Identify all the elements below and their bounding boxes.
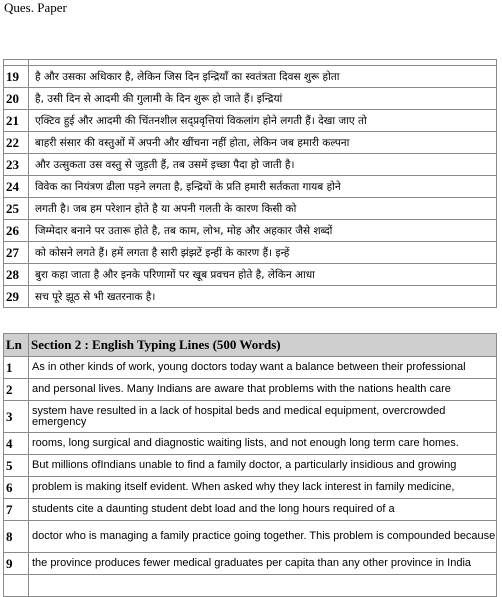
line-number: 22 bbox=[4, 132, 29, 154]
line-number: 4 bbox=[4, 433, 29, 455]
hindi-line-text: और उत्सुकता उस वस्तु से जुड़ती हैं, तब उसमें इच्छा पैदा हो जाती है। bbox=[29, 154, 497, 176]
table-row bbox=[4, 455, 497, 477]
hindi-line-text: को कोसने लगते हैं। हमें लगता है सारी झंझटें इन्हीं के कारण हैं। इन्हें bbox=[29, 242, 497, 264]
table-row bbox=[4, 433, 497, 455]
table-row bbox=[4, 357, 497, 379]
hindi-line-text: लगती है। जब हम परेशान होते है या अपनी गलती के कारण किसी को bbox=[29, 198, 497, 220]
page-header: Ques. Paper bbox=[4, 0, 67, 15]
hindi-line-text: एक्टिव हुई और आदमी की चिंतनशील सद्प्रवृत्तियां विकलांग होने लगती हैं। देखा जाए तो bbox=[29, 110, 497, 132]
line-number: 9 bbox=[4, 553, 29, 575]
line-number: 2 bbox=[4, 379, 29, 401]
english-line-text: But millions ofIndians unable to find a family doctor, a particularly insidious and growing bbox=[29, 455, 497, 477]
line-number: 19 bbox=[4, 66, 29, 88]
table-row-empty bbox=[4, 575, 497, 597]
line-number: 23 bbox=[4, 154, 29, 176]
line-number: 27 bbox=[4, 242, 29, 264]
line-number: 26 bbox=[4, 220, 29, 242]
english-table-header bbox=[4, 334, 497, 357]
english-line-text: the province produces fewer medical graduates per capita than any other province in India bbox=[29, 553, 497, 575]
table-row bbox=[4, 401, 497, 433]
english-line-text: system have resulted in a lack of hospital beds and medical equipment, overcrowded emergency bbox=[29, 401, 497, 433]
table-row bbox=[4, 132, 497, 154]
line-number: 21 bbox=[4, 110, 29, 132]
english-line-text: problem is making itself evident. When asked why they lack interest in family medicine, bbox=[29, 477, 497, 499]
line-number: 7 bbox=[4, 499, 29, 521]
table-row bbox=[4, 220, 497, 242]
english-line-text: students cite a daunting student debt load and the long hours required of a bbox=[29, 499, 497, 521]
hindi-line-text: है और उसका अधिकार है, लेकिन जिस दिन इन्द्रियाँ का स्वतंत्रता दिवस शुरू होता bbox=[29, 66, 497, 88]
hindi-line-text: बाहरी संसार की वस्तुओं में अपनी और खींचना नहीं होता, लेकिन जब हमारी कल्पना bbox=[29, 132, 497, 154]
hindi-line-text: सच पूरे झूठ से भी खतरनाक है। bbox=[29, 286, 497, 308]
table-row bbox=[4, 286, 497, 308]
table-row bbox=[4, 66, 497, 88]
table-row bbox=[4, 198, 497, 220]
table-row bbox=[4, 521, 497, 553]
table-row bbox=[4, 88, 497, 110]
english-line-text: doctor who is managing a family practice going together. This problem is compounded because bbox=[29, 521, 497, 553]
hindi-line-text: बुरा कहा जाता है और इनके परिणामों पर खूब प्रवचन होते है, लेकिन आधा bbox=[29, 264, 497, 286]
section-title-header: Section 2 : English Typing Lines (500 Words) bbox=[29, 334, 497, 357]
table-row bbox=[4, 242, 497, 264]
table-row bbox=[4, 176, 497, 198]
line-number: 29 bbox=[4, 286, 29, 308]
hindi-typing-table bbox=[3, 59, 497, 308]
english-line-text: As in other kinds of work, young doctors today want a balance between their professional bbox=[29, 357, 497, 379]
table-row bbox=[4, 379, 497, 401]
english-line-text: rooms, long surgical and diagnostic waiting lists, and not enough long term care homes. bbox=[29, 433, 497, 455]
english-typing-table bbox=[3, 333, 497, 597]
table-row bbox=[4, 154, 497, 176]
table-row bbox=[4, 499, 497, 521]
table-row bbox=[4, 477, 497, 499]
line-number: 8 bbox=[4, 521, 29, 553]
line-number: 3 bbox=[4, 401, 29, 433]
hindi-line-text: जिम्मेदार बनाने पर उतारू होते है, तब काम, लोभ, मोह और अहकार जैसे शब्दों bbox=[29, 220, 497, 242]
line-number: 24 bbox=[4, 176, 29, 198]
table-row bbox=[4, 264, 497, 286]
line-number: 28 bbox=[4, 264, 29, 286]
line-number bbox=[4, 575, 29, 597]
line-number: 20 bbox=[4, 88, 29, 110]
line-number: 1 bbox=[4, 357, 29, 379]
table-row bbox=[4, 553, 497, 575]
english-line-text: and personal lives. Many Indians are aware that problems with the nations health care bbox=[29, 379, 497, 401]
hindi-line-text: विवेक का नियंत्रण ढीला पड़ने लगता है, इन्द्रियों के प्रति हमारी सर्तकता गायब होने bbox=[29, 176, 497, 198]
line-number-header: Ln bbox=[4, 334, 29, 357]
table-row bbox=[4, 110, 497, 132]
line-number: 6 bbox=[4, 477, 29, 499]
hindi-line-text: है, उसी दिन से आदमी की गुलामी के दिन शुरू हो जाते हैं। इन्द्रियां bbox=[29, 88, 497, 110]
english-line-text bbox=[29, 575, 497, 597]
line-number: 25 bbox=[4, 198, 29, 220]
line-number: 5 bbox=[4, 455, 29, 477]
